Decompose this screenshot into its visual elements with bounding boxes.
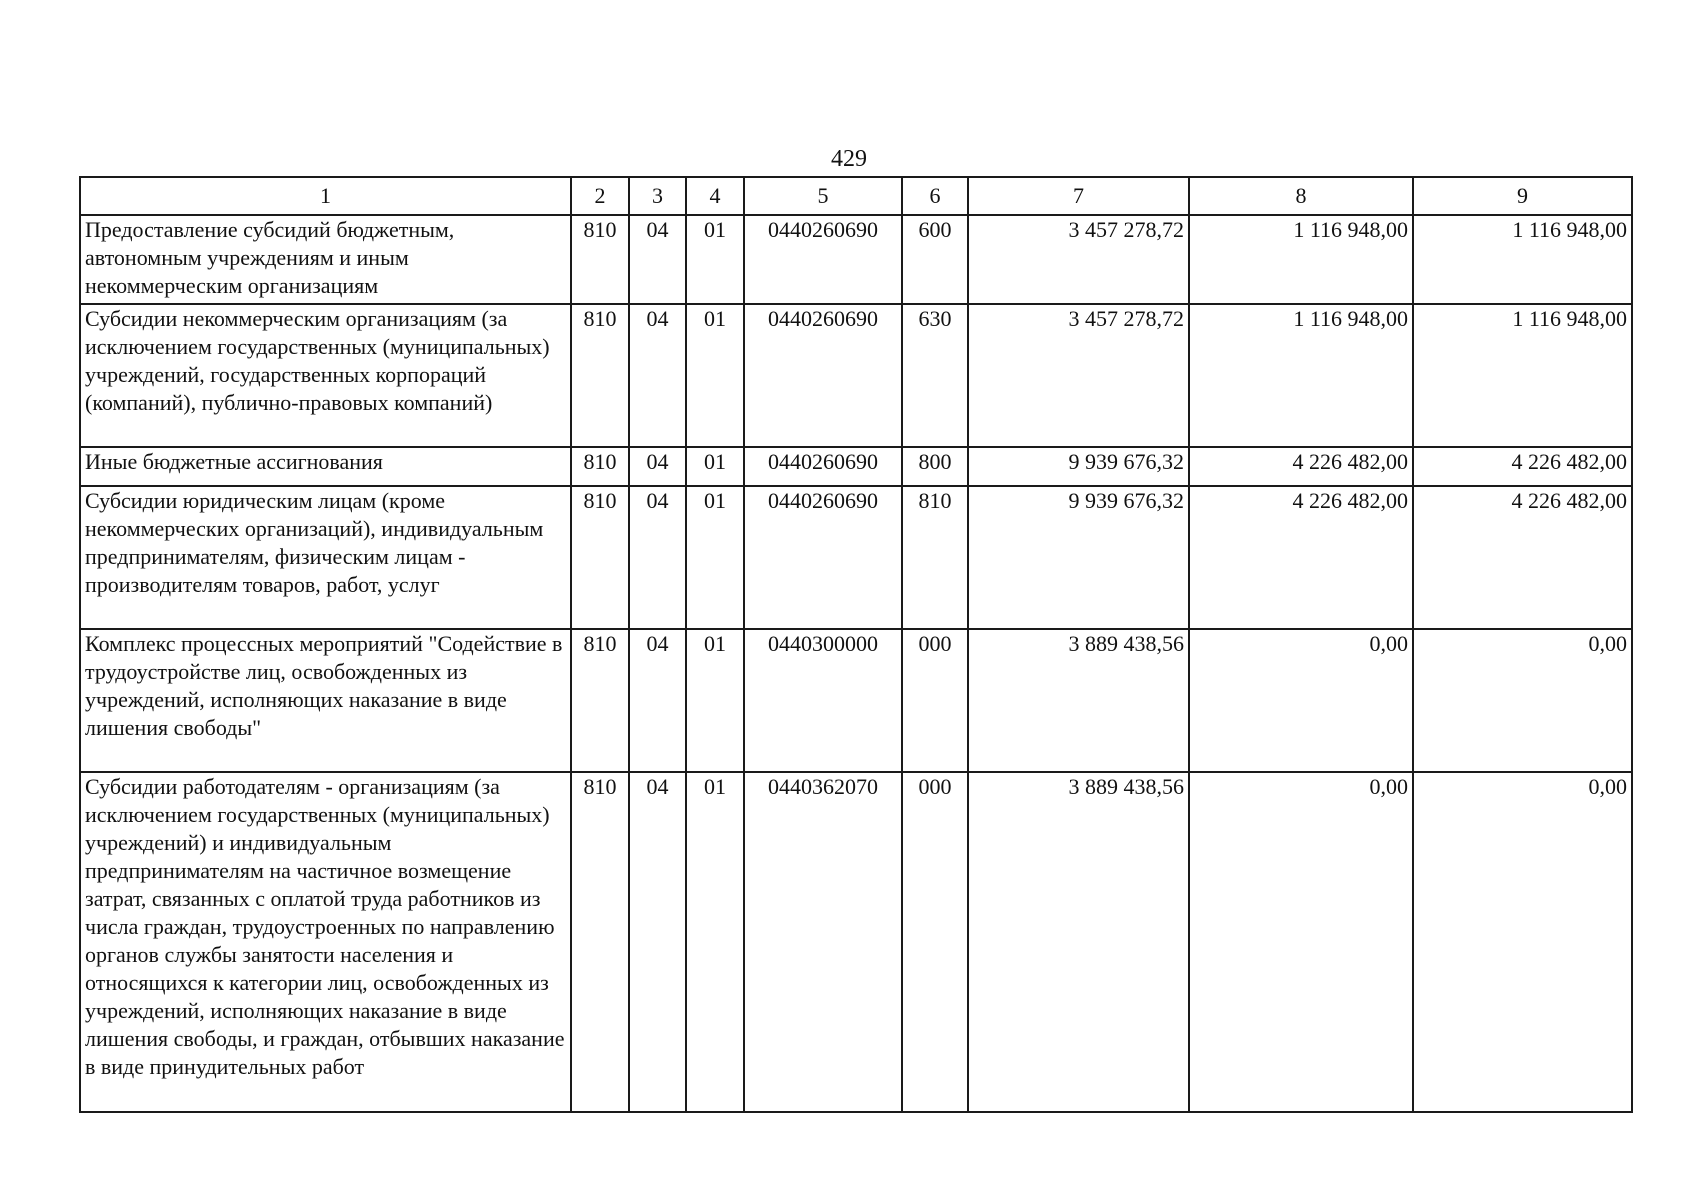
code-cell: 0440260690 <box>744 447 902 486</box>
amount-cell: 1 116 948,00 <box>1413 304 1632 447</box>
item-name: Субсидии некоммерческим организациям (за исключением государственных (муниципальных) учреждений, государственных корпораций (компаний), публично-правовых компаний) <box>80 304 571 447</box>
code-cell: 810 <box>571 304 629 447</box>
code-cell: 01 <box>686 772 744 1112</box>
item-name: Предоставление субсидий бюджетным, автономным учреждениям и иным некоммерческим организациям <box>80 215 571 304</box>
code-cell: 0440362070 <box>744 772 902 1112</box>
code-cell: 600 <box>902 215 968 304</box>
table-row <box>80 486 1632 629</box>
item-name: Иные бюджетные ассигнования <box>80 447 571 486</box>
table-row <box>80 772 1632 1112</box>
column-header: 8 <box>1189 177 1413 215</box>
amount-cell: 0,00 <box>1413 772 1632 1112</box>
code-cell: 04 <box>629 304 686 447</box>
amount-cell: 3 889 438,56 <box>968 629 1189 772</box>
code-cell: 0440300000 <box>744 629 902 772</box>
amount-cell: 4 226 482,00 <box>1189 486 1413 629</box>
code-cell: 810 <box>571 772 629 1112</box>
amount-cell: 0,00 <box>1189 629 1413 772</box>
code-cell: 0440260690 <box>744 215 902 304</box>
amount-cell: 3 889 438,56 <box>968 772 1189 1112</box>
column-header: 9 <box>1413 177 1632 215</box>
column-header: 6 <box>902 177 968 215</box>
code-cell: 810 <box>571 486 629 629</box>
amount-cell: 9 939 676,32 <box>968 447 1189 486</box>
column-header: 7 <box>968 177 1189 215</box>
code-cell: 000 <box>902 772 968 1112</box>
item-name: Комплекс процессных мероприятий "Содействие в трудоустройстве лиц, освобожденных из учреждений, исполняющих наказание в виде лишения свободы" <box>80 629 571 772</box>
column-header: 1 <box>80 177 571 215</box>
amount-cell: 1 116 948,00 <box>1189 304 1413 447</box>
budget-table <box>79 176 1633 1113</box>
code-cell: 800 <box>902 447 968 486</box>
amount-cell: 3 457 278,72 <box>968 215 1189 304</box>
code-cell: 810 <box>571 447 629 486</box>
table-row <box>80 304 1632 447</box>
code-cell: 810 <box>571 629 629 772</box>
code-cell: 01 <box>686 215 744 304</box>
table-row <box>80 447 1632 486</box>
code-cell: 04 <box>629 772 686 1112</box>
column-number-row <box>80 177 1632 215</box>
code-cell: 04 <box>629 215 686 304</box>
table-row <box>80 629 1632 772</box>
code-cell: 01 <box>686 629 744 772</box>
amount-cell: 4 226 482,00 <box>1413 447 1632 486</box>
code-cell: 01 <box>686 447 744 486</box>
column-header: 2 <box>571 177 629 215</box>
code-cell: 810 <box>571 215 629 304</box>
item-name: Субсидии юридическим лицам (кроме некоммерческих организаций), индивидуальным предпринимателям, физическим лицам - производителям товаров, работ, услуг <box>80 486 571 629</box>
item-name: Субсидии работодателям - организациям (за исключением государственных (муниципальных) учреждений) и индивидуальным предпринимателям на частичное возмещение затрат, связанных с оплатой труда работников из числа граждан, трудоустроенных по направлению органов службы занятости населения и относящихся к категории лиц, освобожденных из учреждений, исполняющих наказание в виде лишения свободы, и граждан, отбывших наказание в виде принудительных работ <box>80 772 571 1112</box>
amount-cell: 4 226 482,00 <box>1413 486 1632 629</box>
amount-cell: 1 116 948,00 <box>1189 215 1413 304</box>
amount-cell: 9 939 676,32 <box>968 486 1189 629</box>
code-cell: 0440260690 <box>744 486 902 629</box>
column-header: 5 <box>744 177 902 215</box>
code-cell: 04 <box>629 447 686 486</box>
page-number: 429 <box>831 146 867 172</box>
amount-cell: 4 226 482,00 <box>1189 447 1413 486</box>
code-cell: 630 <box>902 304 968 447</box>
code-cell: 810 <box>902 486 968 629</box>
code-cell: 000 <box>902 629 968 772</box>
amount-cell: 0,00 <box>1413 629 1632 772</box>
amount-cell: 1 116 948,00 <box>1413 215 1632 304</box>
amount-cell: 3 457 278,72 <box>968 304 1189 447</box>
code-cell: 01 <box>686 304 744 447</box>
table-row <box>80 215 1632 304</box>
code-cell: 0440260690 <box>744 304 902 447</box>
code-cell: 04 <box>629 486 686 629</box>
code-cell: 01 <box>686 486 744 629</box>
code-cell: 04 <box>629 629 686 772</box>
column-header: 4 <box>686 177 744 215</box>
amount-cell: 0,00 <box>1189 772 1413 1112</box>
column-header: 3 <box>629 177 686 215</box>
